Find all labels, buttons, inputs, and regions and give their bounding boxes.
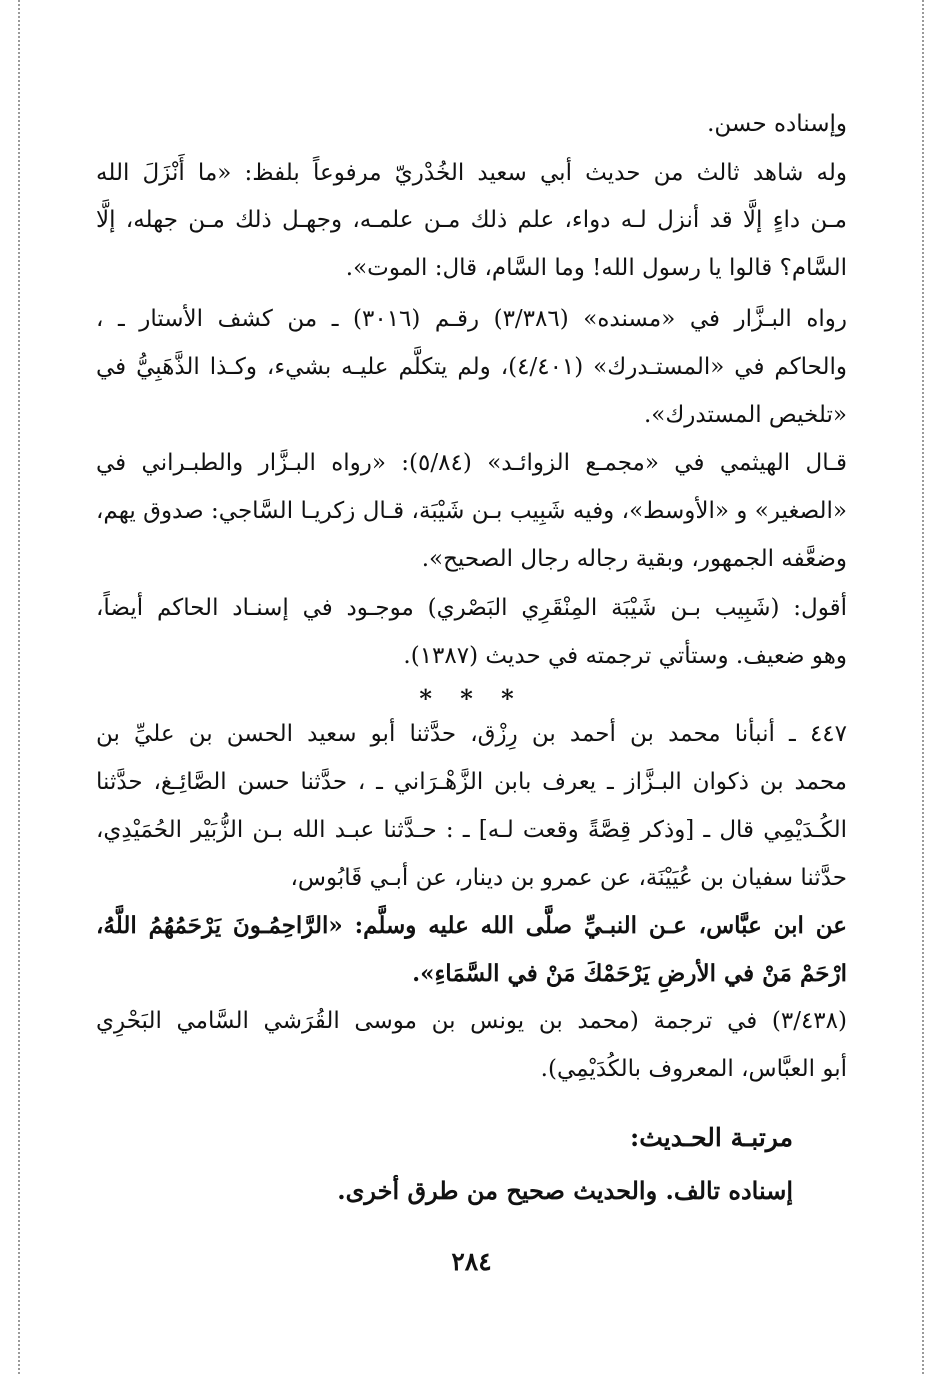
text-line: وضعَّفه الجمهور، وبقية رجاله رجال الصحيح». xyxy=(421,546,847,572)
text-line: محمد بن ذكوان البـزَّاز ـ يعرف بابن الزَّهْـرَاني ـ ، حدَّثنا حسن الصَّائِـغ، حدَّثنا xyxy=(96,769,847,795)
hadith-text-line: عن ابن عبَّاس، عـن النبـيِّ صلَّى الله عليه وسلَّم: «الرَّاحِمُـونَ يَرْحَمُهُمُ اللَّهُ، xyxy=(96,912,847,939)
rank-text: إسناده تالف. والحديث صحيح من طرق أخرى. xyxy=(337,1176,793,1205)
text-line: «الصغير» و «الأوسط»، وفيه شَبِيب بـن شَيْبَة، قـال زكريـا السَّاجي: صدوق يهم، xyxy=(96,498,847,524)
hadith-text-line: ارْحَمْ مَنْ في الأرضِ يَرْحَمْكَ مَنْ في السَّمَاءِ». xyxy=(412,960,847,987)
text-line: حدَّثنا سفيان بن عُيَيْنَة، عن عمرو بن دينار، عن أبـي قَابُوس، xyxy=(290,865,847,891)
rank-heading: مرتبـة الحـديث: xyxy=(629,1123,793,1152)
text-line: أبو العبَّاس، المعروف بالكُدَيْمِي). xyxy=(540,1056,847,1082)
text-line: أقول: (شَبِيب بـن شَيْبَة المِنْقَرِي البَصْري) موجـود في إسنـاد الحاكم أيضاً، xyxy=(96,595,847,621)
text-line: «تلخيص المستدرك». xyxy=(643,402,847,428)
text-line: وهو ضعيف. وستأتي ترجمته في حديث (١٣٨٧). xyxy=(403,643,847,669)
text-line: قـال الهيثمي في «مجمـع الزوائـد» (٥/٨٤): «رواه البـزَّار والطبـراني في xyxy=(96,450,847,476)
section-separator: * * * xyxy=(419,684,524,713)
text-line: الكُـدَيْمِي قال ـ [وذكر قِصَّةً وقعت لـه] ـ : حـدَّثنا عبـد الله بـن الزُّبَيْر الحُمَيْدِي، xyxy=(96,817,847,843)
text-line: والحاكم في «المستـدرك» (٤/٤٠١)، ولم يتكلَّم عليـه بشيء، وكـذا الذَّهَبِيُّ في xyxy=(96,354,847,380)
text-line: السَّام؟ قالوا يا رسول الله! وما السَّام، قال: الموت». xyxy=(345,255,847,281)
text-line: رواه البـزَّار في «مسنده» (٣/٣٨٦) رقـم (٣٠١٦) ـ من كشف الأستار ـ ، xyxy=(96,306,847,332)
text-line: مـن داءٍ إلَّا قد أنزل لـه دواء، علم ذلك مـن علمـه، وجهـل ذلك مـن جهله، إلَّا xyxy=(96,207,847,233)
text-line: (٣/٤٣٨) في ترجمة (محمد بن يونس بن موسى القُرَشي السَّامي البَحْرِي xyxy=(96,1008,847,1034)
page-number: ٢٨٤ xyxy=(451,1247,492,1276)
text-line: وله شاهد ثالث من حديث أبي سعيد الخُدْريّ مرفوعاً بلفظ: «ما أَنْزَلَ الله xyxy=(96,160,847,186)
text-line: ٤٤٧ ـ أنبأنا محمد بن أحمد بن رِزْق، حدَّثنا أبو سعيد الحسن بن عليِّ بن xyxy=(96,721,847,747)
text-line: وإسناده حسن. xyxy=(707,111,847,137)
